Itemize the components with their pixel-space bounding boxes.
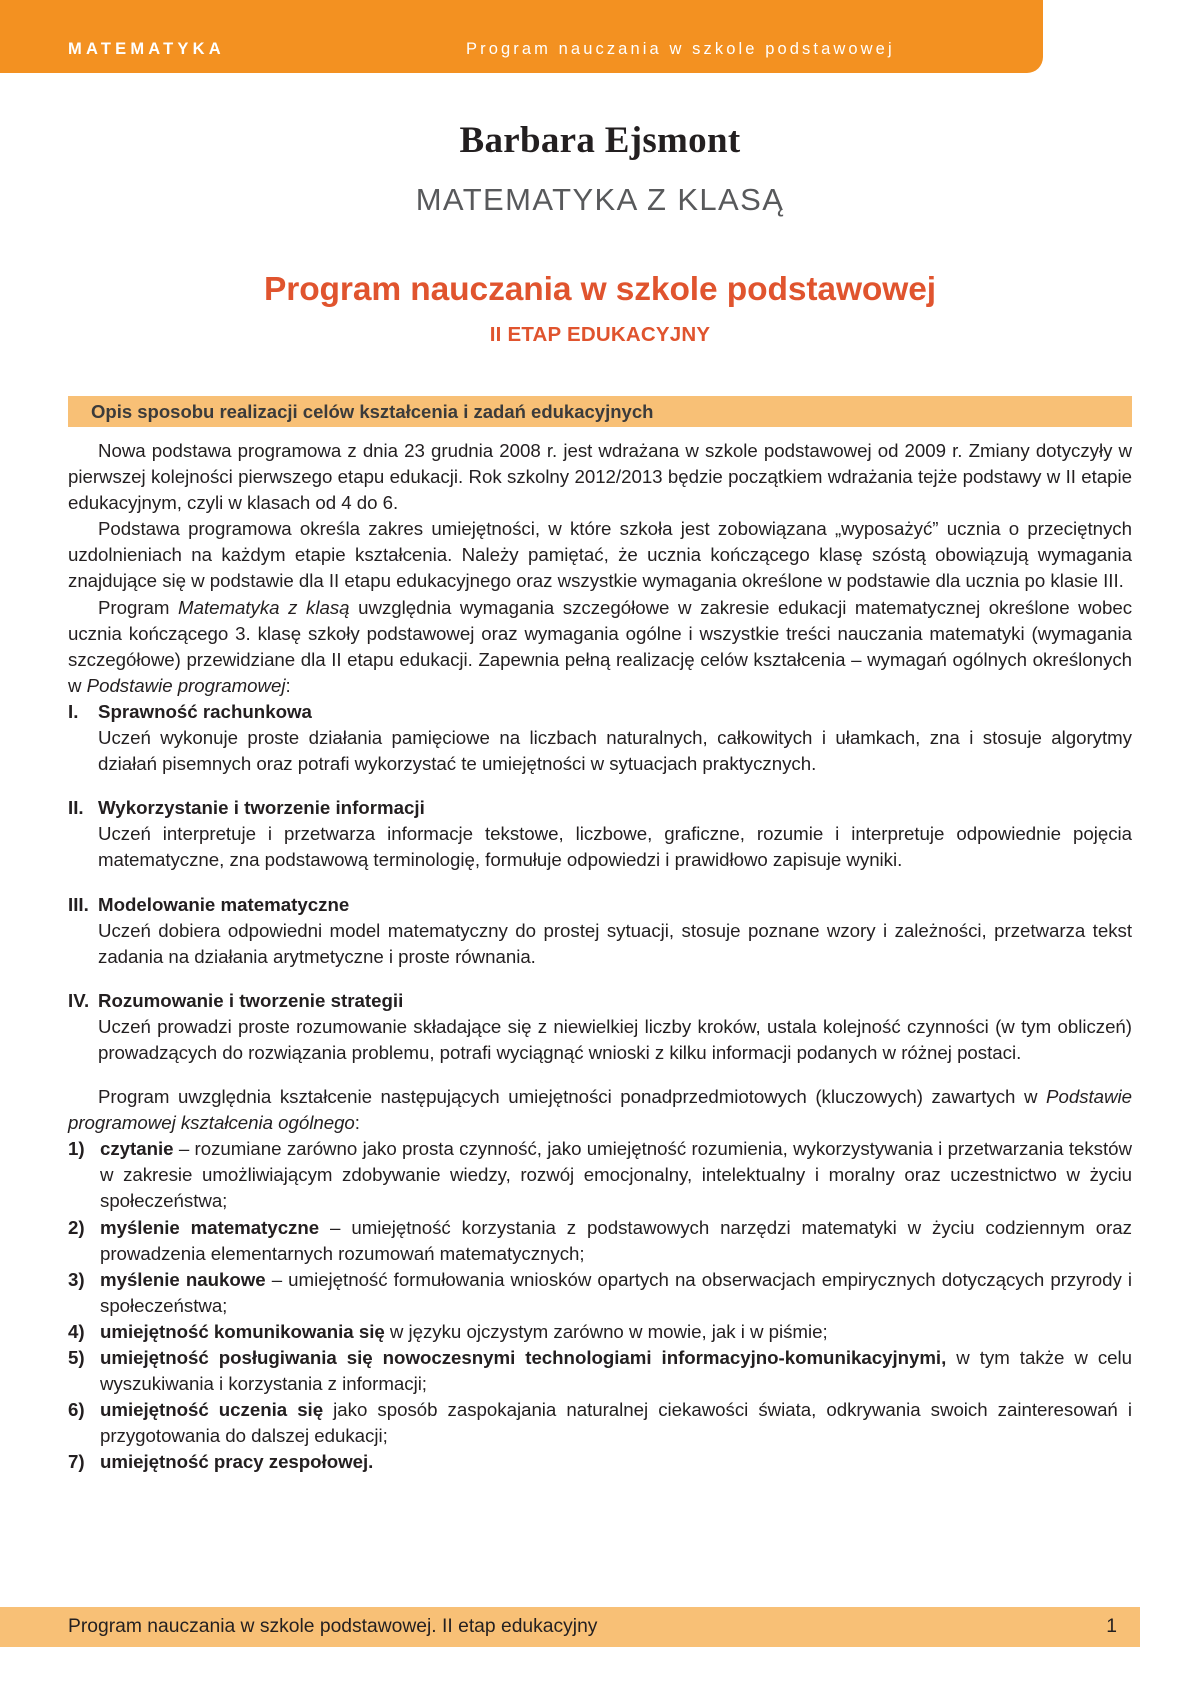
document-body bbox=[68, 438, 1132, 1475]
list-item-5-term: umiejętność posługiwania się nowoczesnymi technologiami informacyjno-komunikacyjnymi, bbox=[100, 1347, 947, 1368]
list-item-2-desc: – umiejętność korzystania z podstawowych narzędzi matematyki w życiu codziennym oraz prowadzenia elementarnych rozumowań matematycznych; bbox=[100, 1216, 1132, 1264]
list-item-1-desc: – rozumiane zarówno jako prosta czynność, jako umiejętność rozumienia, wykorzystywania i przetwarzania tekstów w zakresie umożliwiającym zdobywanie wiedzy, rozwój emocjonalny, intelektualny i moralny oraz uczestnictwo w życiu społeczeństwa; bbox=[100, 1138, 1132, 1212]
author-name: Barbara Ejsmont bbox=[459, 120, 741, 161]
paragraph-4-end: : bbox=[354, 1112, 360, 1134]
page-subtitle: II ETAP EDUKACYJNY bbox=[489, 323, 711, 346]
page-header-inner bbox=[0, 37, 1043, 59]
roman-item-3-title: Modelowanie matematyczne bbox=[98, 893, 350, 915]
roman-item-3-number: III. bbox=[68, 893, 89, 915]
paragraph-2: Podstawa programowa określa zakres umiejętności, w które szkoła jest zobowiązana „wyposażyć” ucznia o przeciętnych uzdolnieniach na każdym etapie kształcenia. Należy pamiętać, że ucznia kończącego klasę szóstą obowiązują wymagania znajdujące się w podstawie dla II etapu edukacyjnego oraz wszystkie wymagania określone w podstawie dla ucznia po klasie III. bbox=[68, 518, 1132, 592]
title-block bbox=[0, 118, 1200, 349]
roman-item-3-heading bbox=[68, 892, 1132, 918]
paragraph-3-italic-source: Podstawie programowej bbox=[86, 674, 286, 696]
series-title: MATEMATYKA Z KLASĄ bbox=[415, 182, 785, 217]
roman-item-4-text: Uczeń prowadzi proste rozumowanie składające się z niewielkiej liczby kroków, ustala kolejność czynności (w tym obliczeń) prowadzących do rozwiązania problemu, potrafi wyciągnąć wnioski z kilku informacji podanych w różnej postaci. bbox=[98, 1015, 1132, 1063]
roman-item-3-text: Uczeń dobiera odpowiedni model matematyczny do prostej sytuacji, stosuje poznane wzory i zależności, przetwarza tekst zadania na działania arytmetyczne i proste równania. bbox=[98, 919, 1132, 967]
list-item-4-text bbox=[100, 1319, 1132, 1345]
list-item-6-text bbox=[100, 1397, 1132, 1449]
paragraph-3-pre: Program bbox=[98, 596, 179, 618]
list-item-5-desc: w tym także w celu wyszukiwania i korzystania z informacji; bbox=[100, 1347, 1132, 1395]
list-item-3-marker: 3) bbox=[68, 1268, 85, 1290]
paragraph-3-mid: uwzględnia wymagania szczegółowe w zakresie edukacji matematycznej określone wobec ucznia kończącego 3. klasę szkoły podstawowej oraz wymagania ogólne i wszystkie treści nauczania matematyki (wymagania szczegółowe) przewidziane dla II etapu edukacji. Zapewnia pełną realizację celów kształcenia – wymagań ogólnych określonych w bbox=[68, 596, 1133, 696]
list-item-6-marker: 6) bbox=[68, 1399, 85, 1421]
key-competencies-list bbox=[68, 1136, 1132, 1475]
roman-item-1-heading bbox=[68, 699, 1132, 725]
list-item-4-marker: 4) bbox=[68, 1320, 85, 1342]
spacer-2 bbox=[68, 874, 1132, 892]
list-item bbox=[68, 1397, 1132, 1449]
paragraph-4-italic-source: Podstawie programowej kształcenia ogólnego bbox=[68, 1086, 1132, 1134]
list-item bbox=[68, 1267, 1132, 1319]
list-item-7-text bbox=[100, 1449, 1132, 1475]
spacer-3 bbox=[68, 970, 1132, 988]
list-item-4-term: umiejętność komunikowania się bbox=[100, 1320, 385, 1342]
page-header-band bbox=[0, 0, 1043, 73]
list-item-2-text bbox=[100, 1215, 1132, 1267]
spacer-1 bbox=[68, 777, 1132, 795]
header-running-title: Program nauczania w szkole podstawowej bbox=[466, 40, 895, 58]
list-item bbox=[68, 1345, 1132, 1397]
list-item-6-desc: jako sposób zaspokajania naturalnej ciekawości świata, odkrywania swoich zainteresowań i przygotowania do dalszej edukacji; bbox=[100, 1399, 1132, 1447]
list-item-4-desc: w języku ojczystym zarówno w mowie, jak i w piśmie; bbox=[384, 1320, 828, 1342]
paragraph-4 bbox=[68, 1084, 1132, 1136]
list-item-5-marker: 5) bbox=[68, 1347, 85, 1368]
roman-item-2-number: II. bbox=[68, 797, 84, 819]
roman-item-4-heading bbox=[68, 988, 1132, 1014]
roman-item-4-title: Rozumowanie i tworzenie strategii bbox=[98, 989, 404, 1011]
list-item bbox=[68, 1215, 1132, 1267]
list-item-1-text bbox=[100, 1136, 1132, 1214]
roman-item-2-text: Uczeń interpretuje i przetwarza informacje tekstowe, liczbowe, graficzne, rozumie i interpretuje odpowiednie pojęcia matematyczne, zna podstawową terminologię, formułuje odpowiedzi i prawidłowo zapisuje wyniki. bbox=[98, 823, 1132, 871]
footer-page-number: 1 bbox=[1106, 1616, 1117, 1637]
list-item-3-desc: – umiejętność formułowania wniosków opartych na obserwacjach empirycznych dotyczących przyrody i społeczeństwa; bbox=[100, 1268, 1132, 1316]
list-item-1-marker: 1) bbox=[68, 1138, 85, 1160]
roman-item-1-number: I. bbox=[68, 700, 79, 722]
paragraph-1: Nowa podstawa programowa z dnia 23 grudnia 2008 r. jest wdrażana w szkole podstawowej od 2009 r. Zmiany dotyczyły w pierwszej kolejności pierwszego etapu edukacji. Rok szkolny 2012/2013 będzie początkiem wdrażania tejże podstawy w II etapie edukacyjnym, czyli w klasach od 4 do 6. bbox=[68, 440, 1132, 514]
paragraph-3-italic-title: Matematyka z klasą bbox=[178, 596, 350, 618]
roman-item-4-number: IV. bbox=[68, 989, 90, 1011]
list-item bbox=[68, 1449, 1132, 1475]
section-heading-label: Opis sposobu realizacji celów kształcenia i zadań edukacyjnych bbox=[91, 400, 654, 422]
paragraph-4-pre: Program uwzględnia kształcenie następujących umiejętności ponadprzedmiotowych (kluczowych) zawartych w bbox=[98, 1086, 1047, 1108]
list-item-7-marker: 7) bbox=[68, 1451, 85, 1473]
list-item bbox=[68, 1319, 1132, 1345]
header-subject-label: MATEMATYKA bbox=[68, 40, 225, 58]
paragraph-3 bbox=[68, 595, 1132, 699]
footer-running-title: Program nauczania w szkole podstawowej. II etap edukacyjny bbox=[68, 1616, 598, 1637]
list-item-2-marker: 2) bbox=[68, 1216, 85, 1238]
roman-item-3 bbox=[68, 892, 1132, 970]
roman-item-2-title: Wykorzystanie i tworzenie informacji bbox=[98, 797, 425, 819]
section-heading-bar bbox=[68, 396, 1132, 427]
roman-item-1-title: Sprawność rachunkowa bbox=[98, 700, 312, 722]
roman-item-1 bbox=[68, 699, 1132, 777]
list-item-3-term: myślenie naukowe bbox=[100, 1268, 266, 1290]
list-item-2-term: myślenie matematyczne bbox=[100, 1216, 320, 1238]
page-footer-bar bbox=[0, 1607, 1140, 1647]
roman-item-1-text: Uczeń wykonuje proste działania pamięciowe na liczbach naturalnych, całkowitych i ułamkach, zna i stosuje algorytmy działań pisemnych oraz potrafi wykorzystać te umiejętności w sytuacjach praktycznych. bbox=[98, 727, 1132, 775]
roman-item-2-heading bbox=[68, 795, 1132, 821]
list-item-3-text bbox=[100, 1267, 1132, 1319]
roman-item-2 bbox=[68, 795, 1132, 873]
roman-item-4 bbox=[68, 988, 1132, 1066]
page-title: Program nauczania w szkole podstawowej bbox=[264, 271, 936, 308]
list-item-1-term: czytanie bbox=[100, 1138, 174, 1160]
spacer-4 bbox=[68, 1066, 1132, 1084]
list-item-7-term: umiejętność pracy zespołowej. bbox=[100, 1451, 374, 1473]
paragraph-3-end: : bbox=[285, 674, 291, 696]
list-item-6-term: umiejętność uczenia się bbox=[100, 1399, 324, 1421]
list-item bbox=[68, 1136, 1132, 1214]
list-item-5-text bbox=[100, 1345, 1132, 1397]
